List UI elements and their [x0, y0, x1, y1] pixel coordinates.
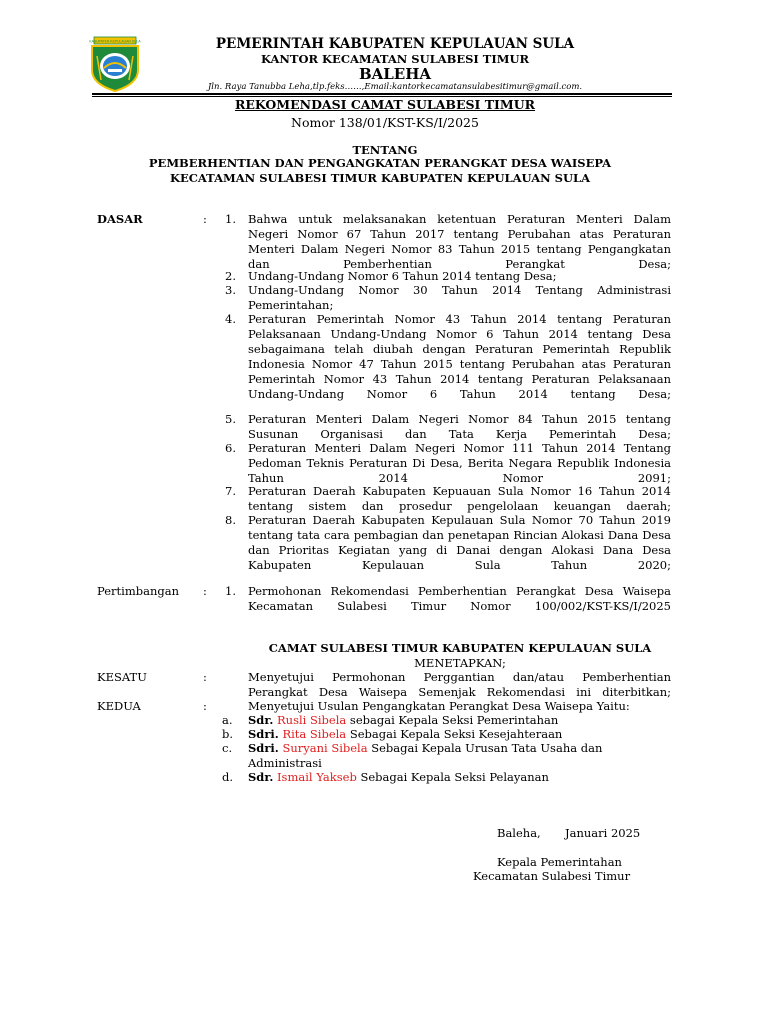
- regency-emblem-logo: [86, 36, 144, 92]
- dasar-item-text: Peraturan Menteri Dalam Negeri Nomor 84 Tahun 2015 tentang Susunan Organisasi dan Tata Kerja Pemerintah Desa;: [248, 412, 671, 441]
- appointee-role: sebagai Kepala Seksi Pemerintahan: [349, 713, 559, 727]
- signature-place: Baleha,: [497, 826, 541, 840]
- appointee-title: Sdr.: [248, 770, 274, 784]
- appointee-title: Sdri.: [248, 727, 279, 741]
- kesatu-colon: :: [203, 670, 207, 684]
- emblem-icon: [86, 36, 144, 92]
- appointee-title: Sdr.: [248, 713, 274, 727]
- kesatu-text: Menyetujui Permohonan Perggantian dan/atau Pemberhentian Perangkat Desa Waisepa Semenjak Rekomendasi ini diterbitkan;: [248, 670, 671, 699]
- appointee-letter: d.: [222, 770, 234, 784]
- appointee-letter: a.: [222, 713, 233, 727]
- dasar-item-number: 3.: [225, 283, 236, 297]
- kedua-colon: :: [203, 699, 207, 713]
- pertimbangan-number: 1.: [225, 584, 236, 598]
- dasar-item-text: Undang-Undang Nomor 30 Tahun 2014 Tentang Administrasi Pemerintahan;: [248, 283, 671, 312]
- signature-title-line2: Kecamatan Sulabesi Timur: [473, 869, 631, 883]
- decision-heading: CAMAT SULABESI TIMUR KABUPATEN KEPULAUAN SULA: [268, 641, 652, 655]
- dasar-label: DASAR: [97, 212, 143, 226]
- signature-date: Januari 2025: [565, 826, 641, 840]
- pertimbangan-label: Pertimbangan: [97, 584, 179, 598]
- appointee-entry: [248, 713, 558, 728]
- signature-title-line1: Kepala Pemerintahan: [497, 855, 622, 869]
- dasar-item-text: Peraturan Daerah Kabupaten Kepulauan Sula Nomor 70 Tahun 2019 tentang tata cara pembagian dan penetapan Rincian Alokasi Dana Desa dan Prioritas Kegiatan yang di Danai dengan Alokasi Dana Desa Kabupaten Kepulauan Sula Tahun 2020;: [248, 513, 671, 572]
- dasar-item-number: 6.: [225, 441, 236, 455]
- letterhead-rule-thick: [92, 93, 672, 95]
- appointee-name: Ismail Yakseb: [277, 770, 357, 784]
- pertimbangan-text: Permohonan Rekomendasi Pemberhentian Perangkat Desa Waisepa Kecamatan Sulabesi Timur Nomor 100/002/KST-KS/I/2025: [248, 584, 671, 613]
- appointee-role: Sebagai Kepala Urusan Tata Usaha dan Administrasi: [248, 741, 603, 770]
- dasar-colon: :: [203, 212, 207, 226]
- dasar-item-text: Peraturan Daerah Kabupaten Kepuauan Sula Nomor 16 Tahun 2014 tentang sistem dan prosedur pengelolaan keuangan daerah;: [248, 484, 671, 513]
- appointee-letter: c.: [222, 741, 233, 755]
- header-government: PEMERINTAH KABUPATEN KEPULAUAN SULA: [215, 36, 575, 52]
- subject-line-2: KECATAMAN SULABESI TIMUR KABUPATEN KEPULAUAN SULA: [169, 171, 591, 185]
- appointee-role: Sebagai Kepala Seksi Kesejahteraan: [349, 727, 563, 741]
- dasar-item-number: 4.: [225, 312, 236, 326]
- logo-text: KABUPATEN KEPULAUAN SULA: [89, 39, 141, 44]
- subject-line-1: PEMBERHENTIAN DAN PENGANGKATAN PERANGKAT DESA WAISEPA: [148, 156, 612, 170]
- dasar-item-number: 2.: [225, 269, 236, 283]
- kedua-text: Menyetujui Usulan Pengangkatan Perangkat Desa Waisepa Yaitu:: [248, 699, 630, 713]
- dasar-item-number: 7.: [225, 484, 236, 498]
- document-heading: REKOMENDASI CAMAT SULABESI TIMUR: [234, 97, 536, 112]
- kedua-label: KEDUA: [97, 699, 141, 713]
- dasar-item-text: Bahwa untuk melaksanakan ketentuan Peraturan Menteri Dalam Negeri Nomor 67 Tahun 2017 tentang Perubahan atas Peraturan Menteri Dalam Negeri Nomor 83 Tahun 2015 tentang Pengangkatan dan Pemberhentian Perangkat Desa;: [248, 212, 671, 271]
- appointee-name: Rita Sibela: [282, 727, 347, 741]
- header-office: KANTOR KECAMATAN SULABESI TIMUR: [260, 52, 530, 66]
- header-address: Jln. Raya Tanubba Leha,tlp.feks……,Email:kantorkecamatansulabesitimur@gmail.com.: [207, 82, 583, 92]
- dasar-item-text: Peraturan Pemerintah Nomor 43 Tahun 2014 tentang Peraturan Pelaksanaan Undang-Undang Nomor 6 Tahun 2014 tentang Desa sebagaimana telah diubah dengan Peraturan Pemerintah Republik Indonesia Nomor 47 Tahun 2015 tentang Perubahan atas Peraturan Pemerintah Nomor 43 Tahun 2014 tentang Peraturan Pelaksanaan Undang-Undang Nomor 6 Tahun 2014 tentang Desa;: [248, 312, 671, 401]
- appointee-title: Sdri.: [248, 741, 279, 755]
- dasar-item-number: 1.: [225, 212, 236, 226]
- dasar-item-text: Peraturan Menteri Dalam Negeri Nomor 111 Tahun 2014 Tentang Pedoman Teknis Peraturan Di Desa, Berita Negara Republik Indonesia Tahun 2014 Nomor 2091;: [248, 441, 671, 485]
- appointee-entry: [248, 770, 549, 785]
- menetapkan-label: MENETAPKAN;: [414, 656, 506, 670]
- pertimbangan-colon: :: [203, 584, 207, 598]
- appointee-letter: b.: [222, 727, 234, 741]
- appointee-name: Rusli Sibela: [277, 713, 347, 727]
- document-number: Nomor 138/01/KST-KS/I/2025: [291, 115, 479, 130]
- header-city: BALEHA: [358, 65, 432, 83]
- kesatu-label: KESATU: [97, 670, 147, 684]
- appointee-name: Suryani Sibela: [282, 741, 368, 755]
- appointee-role: Sebagai Kepala Seksi Pelayanan: [360, 770, 549, 784]
- dasar-item-number: 8.: [225, 513, 236, 527]
- dasar-item-number: 5.: [225, 412, 236, 426]
- appointee-entry: [248, 727, 562, 742]
- dasar-item-text: Undang-Undang Nomor 6 Tahun 2014 tentang Desa;: [248, 269, 557, 283]
- tentang-label: TENTANG: [352, 143, 418, 157]
- appointee-entry: [248, 741, 668, 771]
